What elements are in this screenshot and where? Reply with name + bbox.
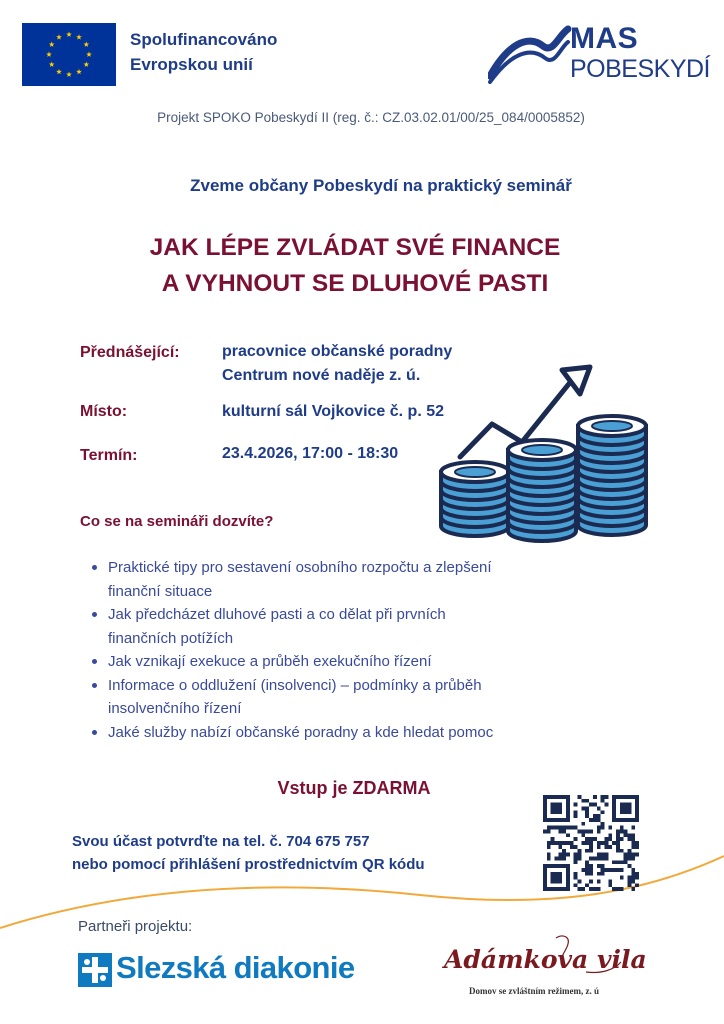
place-label: Místo: <box>80 403 128 420</box>
speaker-label: Přednášející: <box>80 344 180 361</box>
free-entry: Vstup je ZDARMA <box>277 778 431 798</box>
learn-list <box>90 556 570 744</box>
list-item: Jak předcházet dluhové pasti a co dělat při prvních finančních potížích <box>90 603 570 650</box>
coins-growth-icon <box>430 362 670 552</box>
list-item: Informace o oddlužení (insolvenci) – podmínky a průběh insolvenčního řízení <box>90 674 570 721</box>
confirm-text <box>72 830 425 876</box>
speaker-line-2: Centrum nové naděje z. ú. <box>222 367 421 384</box>
title-line-1: JAK LÉPE ZVLÁDAT SVÉ FINANCE <box>149 234 561 261</box>
diakonie-icon <box>78 953 112 987</box>
list-item: Jak vznikají exekuce a průběh exekučního řízení <box>90 650 570 674</box>
confirm-line-2: nebo pomocí přihlášení prostřednictvím QR kódu <box>72 856 425 873</box>
seminar-title <box>0 230 710 302</box>
project-line: Projekt SPOKO Pobeskydí II (reg. č.: CZ.03.02.01/00/25_084/0005852) <box>157 110 585 125</box>
pobeskydi-word: POBESKYDÍ <box>570 55 710 83</box>
title-line-2: A VYHNOUT SE DLUHOVÉ PASTI <box>161 270 549 297</box>
list-item: Praktické tipy pro sestavení osobního rozpočtu a zlepšení finanční situace <box>90 556 570 603</box>
list-item: Jaké služby nabízí občanské poradny a kde hledat pomoc <box>90 721 570 745</box>
place-value: kulturní sál Vojkovice č. p. 52 <box>222 403 445 420</box>
speaker-value <box>222 340 452 388</box>
eu-cofinanced-text <box>130 27 277 77</box>
date-value: 23.4.2026, 17:00 - 18:30 <box>222 445 399 462</box>
confirm-line-1: Svou účast potvrďte na tel. č. 704 675 757 <box>72 833 370 850</box>
eu-flag-icon <box>22 23 116 86</box>
eu-line-2: Evropskou unií <box>130 55 253 74</box>
invite-line: Zveme občany Pobeskydí na praktický seminář <box>190 176 572 195</box>
qr-code-icon[interactable] <box>542 795 640 891</box>
mas-word: MAS <box>570 22 639 55</box>
adamkova-subtitle: Domov se zvláštním režimem, z. ú <box>468 986 600 996</box>
learn-heading: Co se na semináři dozvíte? <box>80 513 274 530</box>
date-label: Termín: <box>80 447 138 464</box>
diakonie-logo: Slezská diakonie <box>116 950 355 985</box>
partners-label: Partneři projektu: <box>78 918 193 935</box>
speaker-line-1: pracovnice občanské poradny <box>222 343 453 360</box>
adamkova-logo: Adámkova vila <box>444 945 647 974</box>
eu-line-1: Spolufinancováno <box>130 30 278 49</box>
